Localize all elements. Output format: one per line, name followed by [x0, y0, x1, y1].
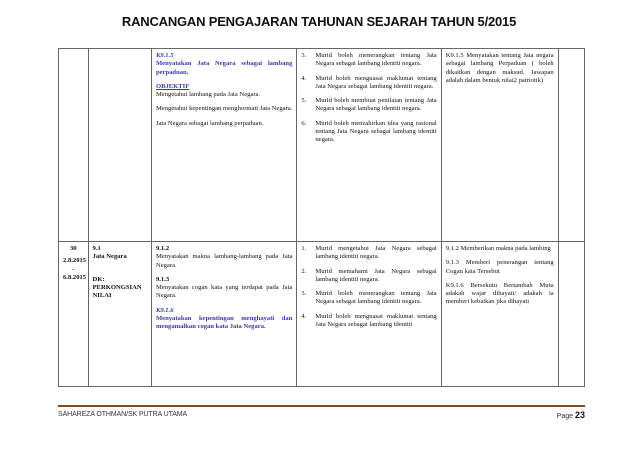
standard-text: Menyatakan cogan kata yang terdapat pada Jata Negara.	[155, 284, 293, 300]
week-cell-empty	[59, 49, 89, 242]
list-item: 2. Murid memahami Jata Negara sebagai lambang identiti negara.	[301, 267, 437, 283]
page-number: 23	[574, 410, 585, 420]
standard-cell	[151, 49, 296, 242]
objective-text: Mengetahui kepentingan menghormati Jata Negara.	[155, 105, 293, 113]
list-item: 4. Murid boleh menguasai maklumat tentang Jata Negara sebagai lambang identiti negara.	[301, 74, 437, 90]
notes-text: 9.1.3 Memberi penerangan tentang Cogan kata Tersebut	[445, 259, 554, 275]
page-title: RANCANGAN PENGAJARAN TAHUNAN SEJARAH TAHUN 5/2015	[121, 14, 517, 29]
unit-name: Jata Negara	[92, 253, 127, 261]
table-row	[59, 242, 585, 387]
footer-author: SAHAREZA OTHMAN/SK PUTRA UTAMA	[58, 411, 188, 418]
standard-code: 9.1.2	[155, 245, 170, 252]
date-dash: -	[72, 265, 75, 273]
date-to: 6.8.2015	[63, 273, 87, 281]
standard-title: Menyatakan kepentingan menghayati dan mengamalkan cogan kata Jata Negara.	[155, 315, 293, 331]
standard-code: 9.1.3	[155, 275, 170, 283]
outcome-cell	[297, 49, 441, 242]
list-item: 1. Murid mengetahui Jata Negara sebagai lambang identiti negara.	[301, 245, 437, 261]
list-item: 3. Murid boleh menerangkan tentang Jata Negara sebagai lambang identiti negara.	[301, 52, 437, 68]
unit-cell-empty	[88, 49, 151, 242]
outcome-cell	[297, 242, 441, 387]
notes-cell	[441, 242, 558, 387]
standard-code: K9.1.6	[155, 306, 174, 314]
remarks-cell-empty	[558, 242, 584, 387]
unit-cell	[88, 242, 151, 387]
notes-text: K9.1.5 Menyatakan tentang Jata negara sebagai lambang Perpaduan ( boleh dikaitkan dengan maksud. Jawapan adalah dalam bentuk nilai2 patriotik)	[445, 52, 554, 84]
date-from: 2.8.2015	[63, 257, 87, 265]
objective-text: Jata Negara sebagai lambang perpaduan.	[155, 119, 264, 127]
page-label: Page	[556, 413, 574, 420]
list-item: 3. Murid boleh menerangkan tentang Jata Negara sebagai lambang identiti negara.	[301, 290, 437, 306]
objective-text: Mengetahui lambang pada Jata Negara.	[155, 91, 261, 99]
list-item: 6. Murid boleh menzahirkan idea yang rasional tentang Jata Negara sebagai lambang identiti negara.	[301, 119, 437, 144]
notes-text: K9.1.6 Bersekutu Bertambah Mutu adakah wajar dihayati/ adakah ia memberi kebaikan jika dihayati	[445, 281, 554, 306]
standard-title: Menyatakan Jata Negara sebagai lambang perpaduan.	[155, 60, 293, 76]
notes-cell	[441, 49, 558, 242]
lesson-plan-table	[58, 48, 585, 387]
dk-label: DK:	[92, 275, 105, 283]
outcome-list	[301, 245, 436, 329]
week-number: 30	[69, 245, 77, 252]
table-row	[59, 49, 585, 242]
footer-page	[557, 410, 585, 420]
standard-code: K9.1.5	[155, 52, 174, 59]
unit-code: 9.1	[92, 245, 101, 252]
list-item: 5. Murid boleh membuat penilaian tentang Jata Negara sebagai lambang identiti negara.	[301, 97, 437, 113]
standard-cell	[151, 242, 296, 387]
standard-text: Menyatakan makna lambang-lambang pada Jata Negara.	[155, 253, 293, 269]
footer-divider	[58, 405, 585, 407]
objektif-heading: OBJEKTIF	[155, 82, 190, 90]
week-cell	[59, 242, 89, 387]
remarks-cell-empty	[558, 49, 584, 242]
notes-text: 9.1.2 Memberikan makna pada lambing	[445, 245, 551, 252]
list-item: 4. Murid boleh menguasai maklumat tentang Jata Negara sebagai lambang identiti	[301, 312, 437, 329]
outcome-list	[301, 52, 436, 145]
dk-value: PERKONGSIAN NILAI	[92, 283, 142, 300]
